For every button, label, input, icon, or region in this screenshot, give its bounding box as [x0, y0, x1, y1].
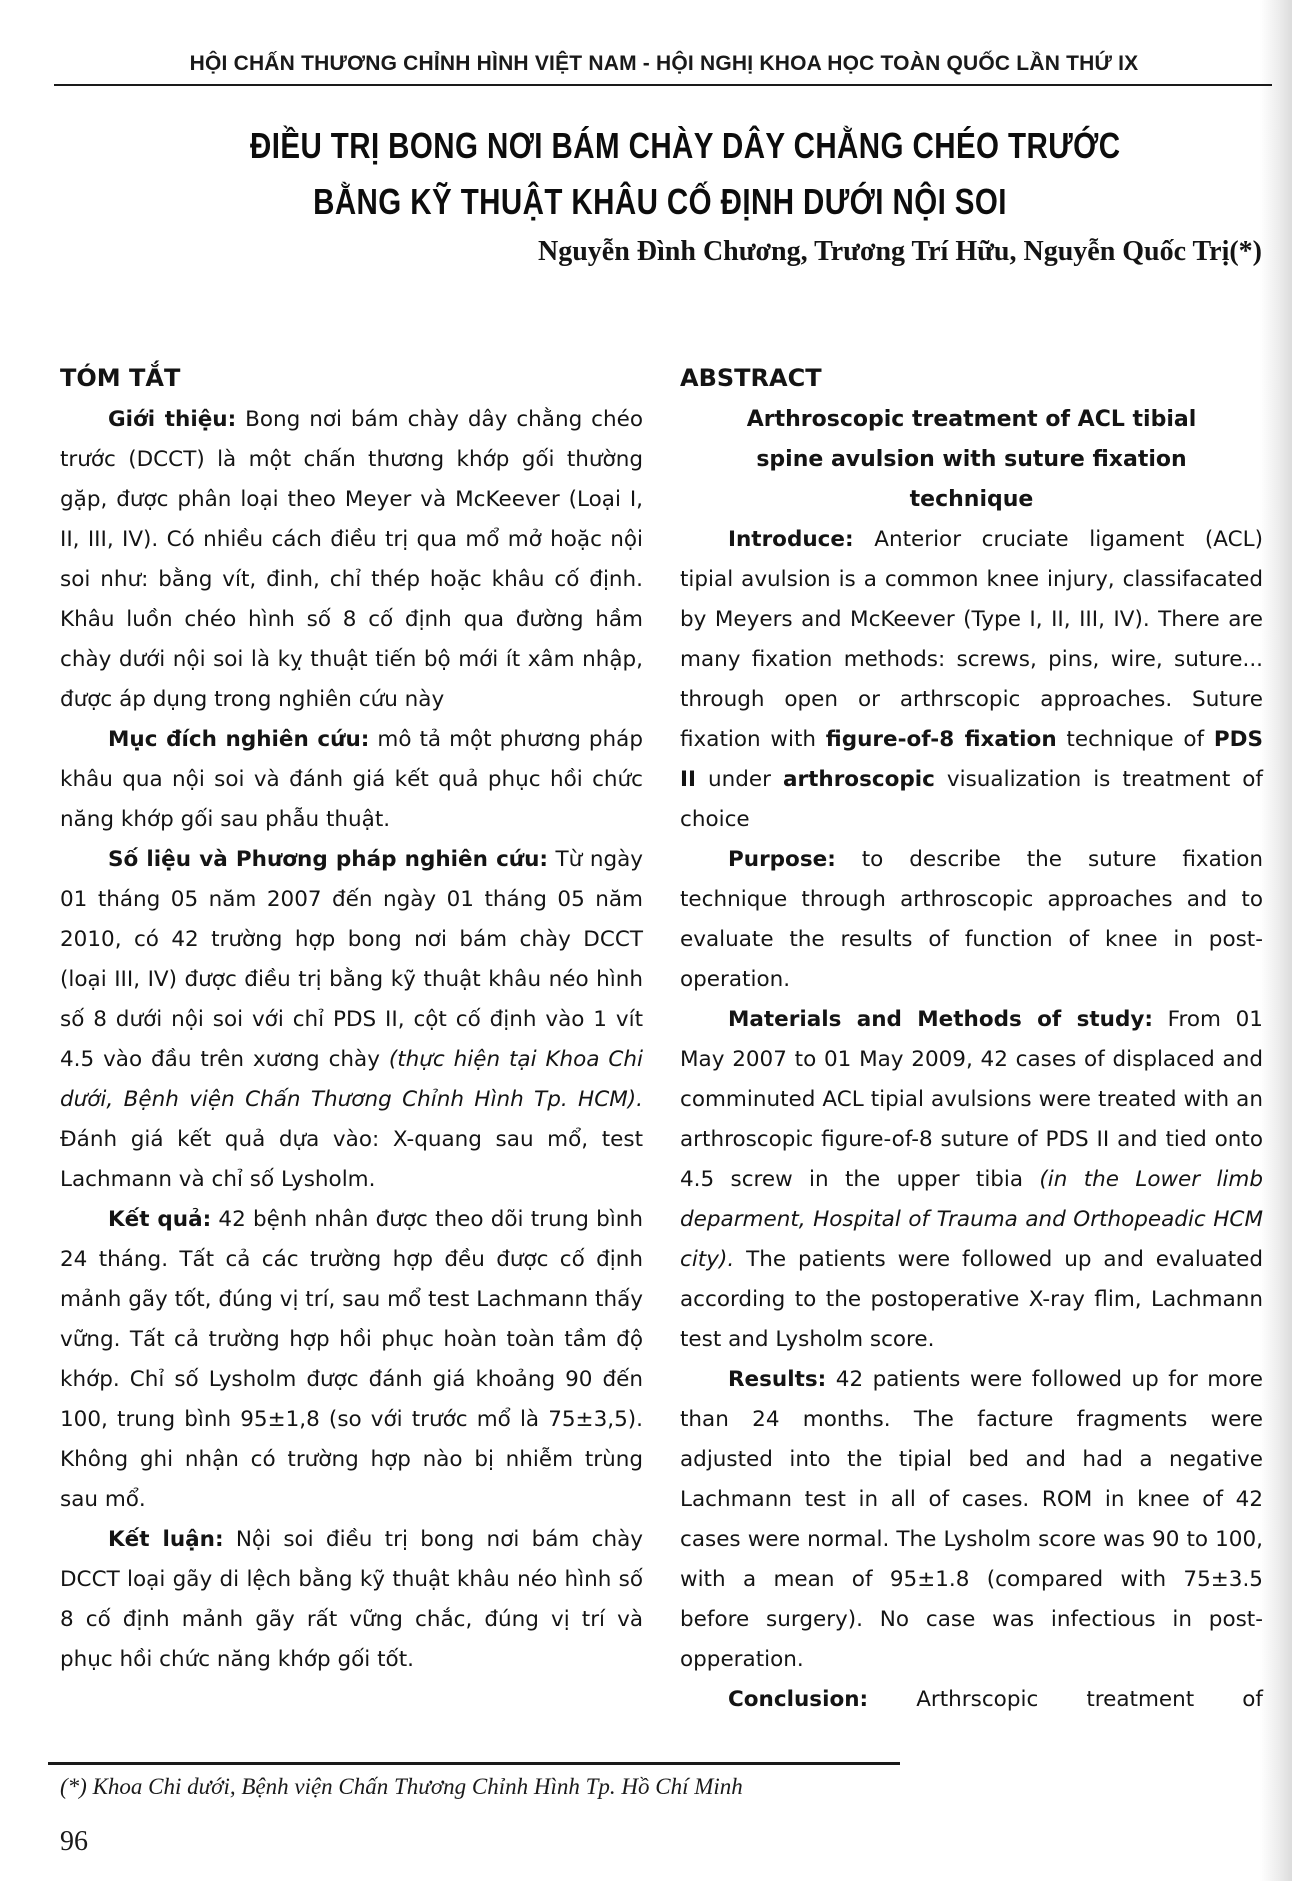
vi-section-label: Mục đích nghiên cứu:	[108, 727, 370, 752]
en-section-text: 42 patients were followed up for more than 24 months. The facture fragments were adjusted into the tipial bed and had a negative Lachmann test in all of cases. ROM in knee of 42 cases were normal. The Lysholm score was 90 to 100, with a mean of 95±1.8 (compared with 75±3.5 before surgery). No case was infectious in post-opperation.	[680, 1367, 1264, 1672]
en-section-label: Results:	[728, 1367, 827, 1392]
en-section-text: From 01 May 2007 to 01 May 2009, 42 cases of displaced and comminuted ACL tipial avulsions were treated with an arthroscopic figure-of-8 suture of PDS II and tied onto 4.5 screw in the upper tibia	[680, 1007, 1263, 1192]
running-header: HỘI CHẤN THƯƠNG CHỈNH HÌNH VIỆT NAM - HỘI NGHỊ KHOA HỌC TOÀN QUỐC LẦN THỨ IX	[189, 52, 1139, 75]
en-section-conclusion	[680, 1680, 1263, 1720]
en-section-text: Anterior cruciate ligament (ACL) tipial avulsion is a common knee injury, classifacated by Meyers and McKeever (Type I, II, III, IV). There are many fixation methods: screws, pins, wire, suture... through open or arthrscopic approaches. Suture fixation with	[680, 527, 1263, 752]
english-abstract-column	[680, 356, 1263, 1720]
page-number: 96	[60, 1826, 88, 1857]
vi-section-text: Bong nơi bám chày dây chằng chéo trước (DCCT) là một chấn thương khớp gối thường gặp, được phân loại theo Meyer và McKeever (Loại I, II, III, IV). Có nhiều cách điều trị qua mổ mở hoặc nội soi như: bằng vít, đinh, chỉ thép hoặc khâu cố định. Khâu luồn chéo hình số 8 cố định qua đường hầm chày dưới nội soi là kỵ thuật tiến bộ mới ít xâm nhập, được áp dụng trong nghiên cứu này	[60, 407, 643, 712]
vietnamese-abstract-heading: TÓM TẮT	[60, 364, 181, 392]
article-title	[250, 118, 1121, 230]
en-section-results	[680, 1360, 1263, 1680]
vi-section-conclusion	[60, 1520, 643, 1680]
english-title-line: technique	[909, 487, 1034, 512]
en-section-introduce	[680, 520, 1263, 840]
vi-section-italic-text: (thực hiện tại Khoa Chi dưới, Bệnh viện Chấn Thương Chỉnh Hình Tp. HCM).	[60, 1047, 644, 1112]
footnote: (*) Khoa Chi dưới, Bệnh viện Chấn Thương Chỉnh Hình Tp. Hồ Chí Minh	[60, 1774, 743, 1799]
vi-section-text: Nội soi điều trị bong nơi bám chày DCCT loại gãy di lệch bằng kỹ thuật khâu néo hình số 8 cố định mảnh gãy rất vững chắc, đúng vị trí và phục hồi chức năng khớp gối tốt.	[60, 1527, 643, 1672]
en-section-text: under	[708, 767, 771, 792]
header-rule	[54, 84, 1272, 86]
en-section-italic-text: (in the Lower limb deparment, Hospital of Trauma and Orthopeadic HCM city).	[680, 1167, 1263, 1272]
vi-section-methods	[60, 840, 643, 1200]
vi-section-label: Kết quả:	[108, 1207, 212, 1232]
en-bold-term: PDS II	[680, 727, 1263, 792]
en-section-text: Arthrscopic treatment of	[916, 1687, 1263, 1712]
vi-section-text: 42 bệnh nhân được theo dõi trung bình 24 tháng. Tất cả các trường hợp đều được cố định mảnh gãy tốt, đúng vị trí, sau mổ test Lachmann thấy vững. Tất cả trường hợp hồi phục hoàn toàn tầm độ khớp. Chỉ số Lysholm được đánh giá khoảng 90 đến 100, trung bình 95±1,8 (so với trước mổ là 75±3,5). Không ghi nhận có trường hợp nào bị nhiễm trùng sau mổ.	[60, 1207, 643, 1512]
en-section-text: technique of	[1066, 727, 1205, 752]
vi-section-text: Từ ngày 01 tháng 05 năm 2007 đến ngày 01 tháng 05 năm 2010, có 42 trường hợp bong nơi bám chày DCCT (loại III, IV) được điều trị bằng kỹ thuật khâu néo hình số 8 dưới nội soi với chỉ PDS II, cột cố định vào 1 vít 4.5 vào đầu trên xương chày	[60, 847, 643, 1072]
en-section-label: Conclusion:	[728, 1687, 869, 1712]
english-title-line: Arthroscopic treatment of ACL tibial	[746, 407, 1197, 432]
facing-page-bleed	[1260, 0, 1292, 1881]
en-section-methods	[680, 1000, 1263, 1360]
authors: Nguyễn Đình Chương, Trương Trí Hữu, Nguyễn Quốc Trị(*)	[538, 236, 1262, 267]
vi-section-purpose	[60, 720, 643, 840]
vi-section-introduction	[60, 400, 643, 720]
en-bold-term: figure-of-8 fixation	[825, 727, 1057, 752]
en-section-label: Introduce:	[728, 527, 854, 552]
en-section-label: Purpose:	[728, 847, 836, 872]
vietnamese-abstract-column	[60, 356, 643, 1680]
english-title	[680, 400, 1263, 520]
vi-section-label: Giới thiệu:	[108, 407, 237, 432]
en-section-purpose	[680, 840, 1263, 1000]
english-title-line: spine avulsion with suture fixation	[756, 447, 1187, 472]
en-bold-term: arthroscopic	[783, 767, 935, 792]
vi-section-label: Số liệu và Phương pháp nghiên cứu:	[108, 847, 549, 872]
vi-section-label: Kết luận:	[108, 1527, 224, 1552]
article-title-line-1: ĐIỀU TRỊ BONG NƠI BÁM CHÀY DÂY CHẰNG CHÉO TRƯỚC	[250, 125, 1121, 166]
article-title-line-2: BẰNG KỸ THUẬT KHÂU CỐ ĐỊNH DƯỚI NỘI SOI	[313, 181, 1007, 222]
en-section-text: The patients were followed up and evaluated according to the postoperative X-ray flim, Lachmann test and Lysholm score.	[680, 1247, 1263, 1352]
english-abstract-heading: ABSTRACT	[680, 364, 822, 392]
en-section-text: to describe the suture fixation technique through arthroscopic approaches and to evaluate the results of function of knee in post-operation.	[680, 847, 1263, 992]
vi-section-text: mô tả một phương pháp khâu qua nội soi và đánh giá kết quả phục hồi chức năng khớp gối sau phẫu thuật.	[60, 727, 643, 832]
en-section-text: visualization is treatment of choice	[680, 767, 1263, 832]
vi-section-results	[60, 1200, 643, 1520]
footnote-rule	[48, 1762, 900, 1765]
vi-section-text: Đánh giá kết quả dựa vào: X-quang sau mổ, test Lachmann và chỉ số Lysholm.	[60, 1127, 643, 1192]
en-section-label: Materials and Methods of study:	[728, 1007, 1153, 1032]
